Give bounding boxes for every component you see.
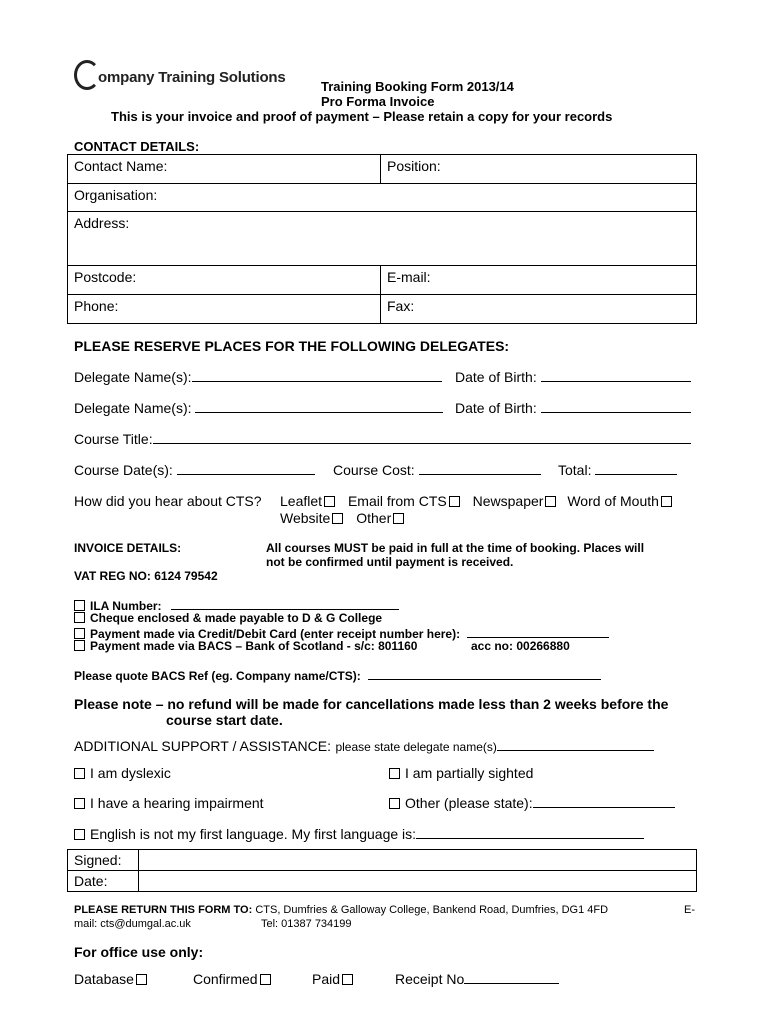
contact-details-table — [67, 154, 697, 324]
bacs-ref-label: Please quote BACS Ref (eg. Company name/CTS): — [74, 669, 361, 683]
postcode-field[interactable] — [68, 266, 381, 295]
receipt-row — [395, 971, 559, 987]
course-title-row — [74, 431, 691, 447]
email-checkbox[interactable] — [449, 496, 460, 507]
position-field[interactable] — [381, 155, 697, 184]
refund-note-line-2: course start date. — [166, 712, 283, 728]
bacs-checkbox[interactable] — [74, 640, 85, 651]
return-email: mail: cts@dumgal.ac.uk — [74, 918, 191, 930]
email-cts-label: Email from CTS — [347, 493, 447, 509]
receipt-label: Receipt No — [395, 971, 465, 987]
date-label-cell — [68, 871, 139, 892]
email-field[interactable] — [381, 266, 697, 295]
position-label: Position: — [387, 158, 441, 174]
word-of-mouth-checkbox[interactable] — [661, 496, 672, 507]
hearing-checkbox[interactable] — [74, 798, 85, 809]
sighted-label: I am partially sighted — [405, 765, 534, 781]
dyslexic-checkbox[interactable] — [74, 768, 85, 779]
database-label: Database — [74, 971, 134, 987]
total-label: Total: — [558, 462, 592, 478]
support-heading-note: please state delegate name(s) — [335, 740, 497, 754]
support-heading-row — [74, 738, 654, 756]
card-checkbox[interactable] — [74, 628, 85, 639]
course-title-input[interactable] — [153, 431, 691, 444]
leaflet-checkbox[interactable] — [324, 496, 335, 507]
delegate-row-2 — [74, 400, 443, 416]
contact-details-heading: CONTACT DETAILS: — [74, 139, 200, 154]
payment-note-line-1: All courses MUST be paid in full at the time of booking. Places will — [266, 541, 645, 555]
organisation-field[interactable] — [68, 184, 697, 212]
course-cost-input[interactable] — [419, 462, 541, 475]
hear-about-question: How did you hear about CTS? — [74, 493, 262, 509]
confirmed-checkbox[interactable] — [260, 974, 271, 985]
signature-input[interactable] — [139, 850, 697, 871]
website-label: Website — [280, 510, 331, 526]
phone-label: Phone: — [74, 298, 119, 314]
fax-label: Fax: — [387, 298, 415, 314]
bacs-ref-input[interactable] — [368, 667, 601, 680]
language-label: English is not my first language. My first language is: — [90, 826, 417, 842]
address-label: Address: — [74, 215, 130, 231]
refund-note-line-1: Please note – no refund will be made for cancellations made less than 2 weeks before the — [74, 696, 669, 712]
hearing-option[interactable] — [74, 795, 264, 811]
logo-c-mark — [74, 60, 100, 90]
return-label: PLEASE RETURN THIS FORM TO: — [74, 904, 253, 916]
cheque-checkbox[interactable] — [74, 612, 85, 623]
newspaper-checkbox[interactable] — [545, 496, 556, 507]
delegate-name-input[interactable] — [195, 400, 443, 413]
dob-input[interactable] — [541, 369, 691, 382]
course-cost-label: Course Cost: — [333, 462, 415, 478]
dob-input[interactable] — [541, 400, 691, 413]
database-checkbox[interactable] — [136, 974, 147, 985]
support-heading: ADDITIONAL SUPPORT / ASSISTANCE: — [74, 738, 331, 754]
other-support-label: Other (please state): — [405, 795, 533, 811]
date-label: Date: — [74, 873, 108, 889]
office-use-heading: For office use only: — [74, 944, 204, 960]
card-label: Payment made via Credit/Debit Card (enter receipt number here): — [90, 627, 461, 641]
paid-option[interactable] — [312, 971, 356, 987]
language-option[interactable] — [74, 826, 644, 842]
other-label: Other — [356, 510, 392, 526]
form-title: Training Booking Form 2013/14 — [321, 79, 514, 94]
company-logo — [74, 60, 286, 90]
word-of-mouth-label: Word of Mouth — [567, 493, 659, 509]
language-input[interactable] — [416, 826, 644, 839]
ila-checkbox[interactable] — [74, 600, 85, 611]
course-cost-row — [333, 462, 541, 478]
support-delegate-input[interactable] — [497, 740, 654, 751]
paid-label: Paid — [312, 971, 341, 987]
hear-about-options-row-1 — [280, 493, 675, 509]
address-field[interactable] — [68, 212, 697, 266]
receipt-number-input[interactable] — [467, 625, 609, 638]
ila-input[interactable] — [171, 597, 399, 610]
database-option[interactable] — [74, 971, 150, 987]
return-address-line — [74, 904, 608, 916]
bacs-row — [74, 639, 417, 653]
website-checkbox[interactable] — [332, 513, 343, 524]
delegate-name-label: Delegate Name(s): — [74, 400, 192, 416]
postcode-label: Postcode: — [74, 269, 137, 285]
cheque-label: Cheque enclosed & made payable to D & G College — [90, 611, 383, 625]
total-input[interactable] — [595, 462, 677, 475]
date-input[interactable] — [139, 871, 697, 892]
hear-about-options-row-2 — [280, 510, 407, 526]
bacs-ref-row — [74, 667, 601, 683]
other-support-checkbox[interactable] — [389, 798, 400, 809]
contact-name-field[interactable] — [68, 155, 381, 184]
sighted-checkbox[interactable] — [389, 768, 400, 779]
email-label: E-mail: — [387, 269, 431, 285]
confirmed-option[interactable] — [193, 971, 274, 987]
dob-row-1 — [455, 369, 691, 385]
email-option[interactable] — [348, 493, 463, 509]
leaflet-label: Leaflet — [280, 493, 323, 509]
dob-label: Date of Birth: — [455, 369, 537, 385]
ila-label: ILA Number: — [90, 599, 162, 613]
logo-text: ompany Training Solutions — [98, 69, 286, 86]
website-option[interactable] — [280, 510, 346, 526]
course-dates-input[interactable] — [177, 462, 315, 475]
confirmed-label: Confirmed — [193, 971, 258, 987]
delegate-name-label: Delegate Name(s): — [74, 369, 192, 385]
course-dates-label: Course Date(s): — [74, 462, 173, 478]
dob-row-2 — [455, 400, 691, 416]
cheque-row — [74, 611, 382, 625]
form-subtitle: Pro Forma Invoice — [321, 94, 435, 109]
return-email-prefix: E- — [684, 904, 695, 916]
leaflet-option[interactable] — [280, 493, 338, 509]
invoice-details-heading: INVOICE DETAILS: — [74, 541, 182, 555]
course-dates-row — [74, 462, 315, 478]
other-checkbox[interactable] — [393, 513, 404, 524]
sighted-option[interactable] — [389, 765, 533, 781]
word-of-mouth-option[interactable] — [567, 493, 675, 509]
language-checkbox[interactable] — [74, 829, 85, 840]
invoice-notice: This is your invoice and proof of payment – Please retain a copy for your records — [111, 109, 613, 124]
signed-label: Signed: — [74, 852, 122, 868]
paid-checkbox[interactable] — [342, 974, 353, 985]
contact-name-label: Contact Name: — [74, 158, 168, 174]
bacs-account-number: acc no: 00266880 — [471, 639, 570, 653]
bacs-label: Payment made via BACS – Bank of Scotland - s/c: 801160 — [90, 639, 418, 653]
delegate-name-input[interactable] — [192, 369, 442, 382]
delegates-heading: PLEASE RESERVE PLACES FOR THE FOLLOWING DELEGATES: — [74, 338, 510, 354]
return-telephone: Tel: 01387 734199 — [261, 918, 352, 930]
receipt-input[interactable] — [464, 971, 559, 984]
other-support-option[interactable] — [389, 795, 675, 811]
hearing-label: I have a hearing impairment — [90, 795, 264, 811]
newspaper-label: Newspaper — [472, 493, 544, 509]
dyslexic-label: I am dyslexic — [90, 765, 171, 781]
course-title-label: Course Title: — [74, 431, 153, 447]
return-address: CTS, Dumfries & Galloway College, Bankend Road, Dumfries, DG1 4FD — [255, 904, 609, 916]
newspaper-option[interactable] — [473, 493, 560, 509]
vat-reg-number: VAT REG NO: 6124 79542 — [74, 569, 218, 583]
phone-field[interactable] — [68, 295, 381, 324]
other-support-input[interactable] — [533, 795, 675, 808]
signature-table — [67, 849, 697, 892]
signed-label-cell — [68, 850, 139, 871]
total-row — [558, 462, 677, 478]
dob-label: Date of Birth: — [455, 400, 537, 416]
other-option[interactable] — [356, 510, 407, 526]
dyslexic-option[interactable] — [74, 765, 171, 781]
payment-note-line-2: not be confirmed until payment is received. — [266, 555, 514, 569]
organisation-label: Organisation: — [74, 187, 158, 203]
fax-field[interactable] — [381, 295, 697, 324]
delegate-row-1 — [74, 369, 442, 385]
